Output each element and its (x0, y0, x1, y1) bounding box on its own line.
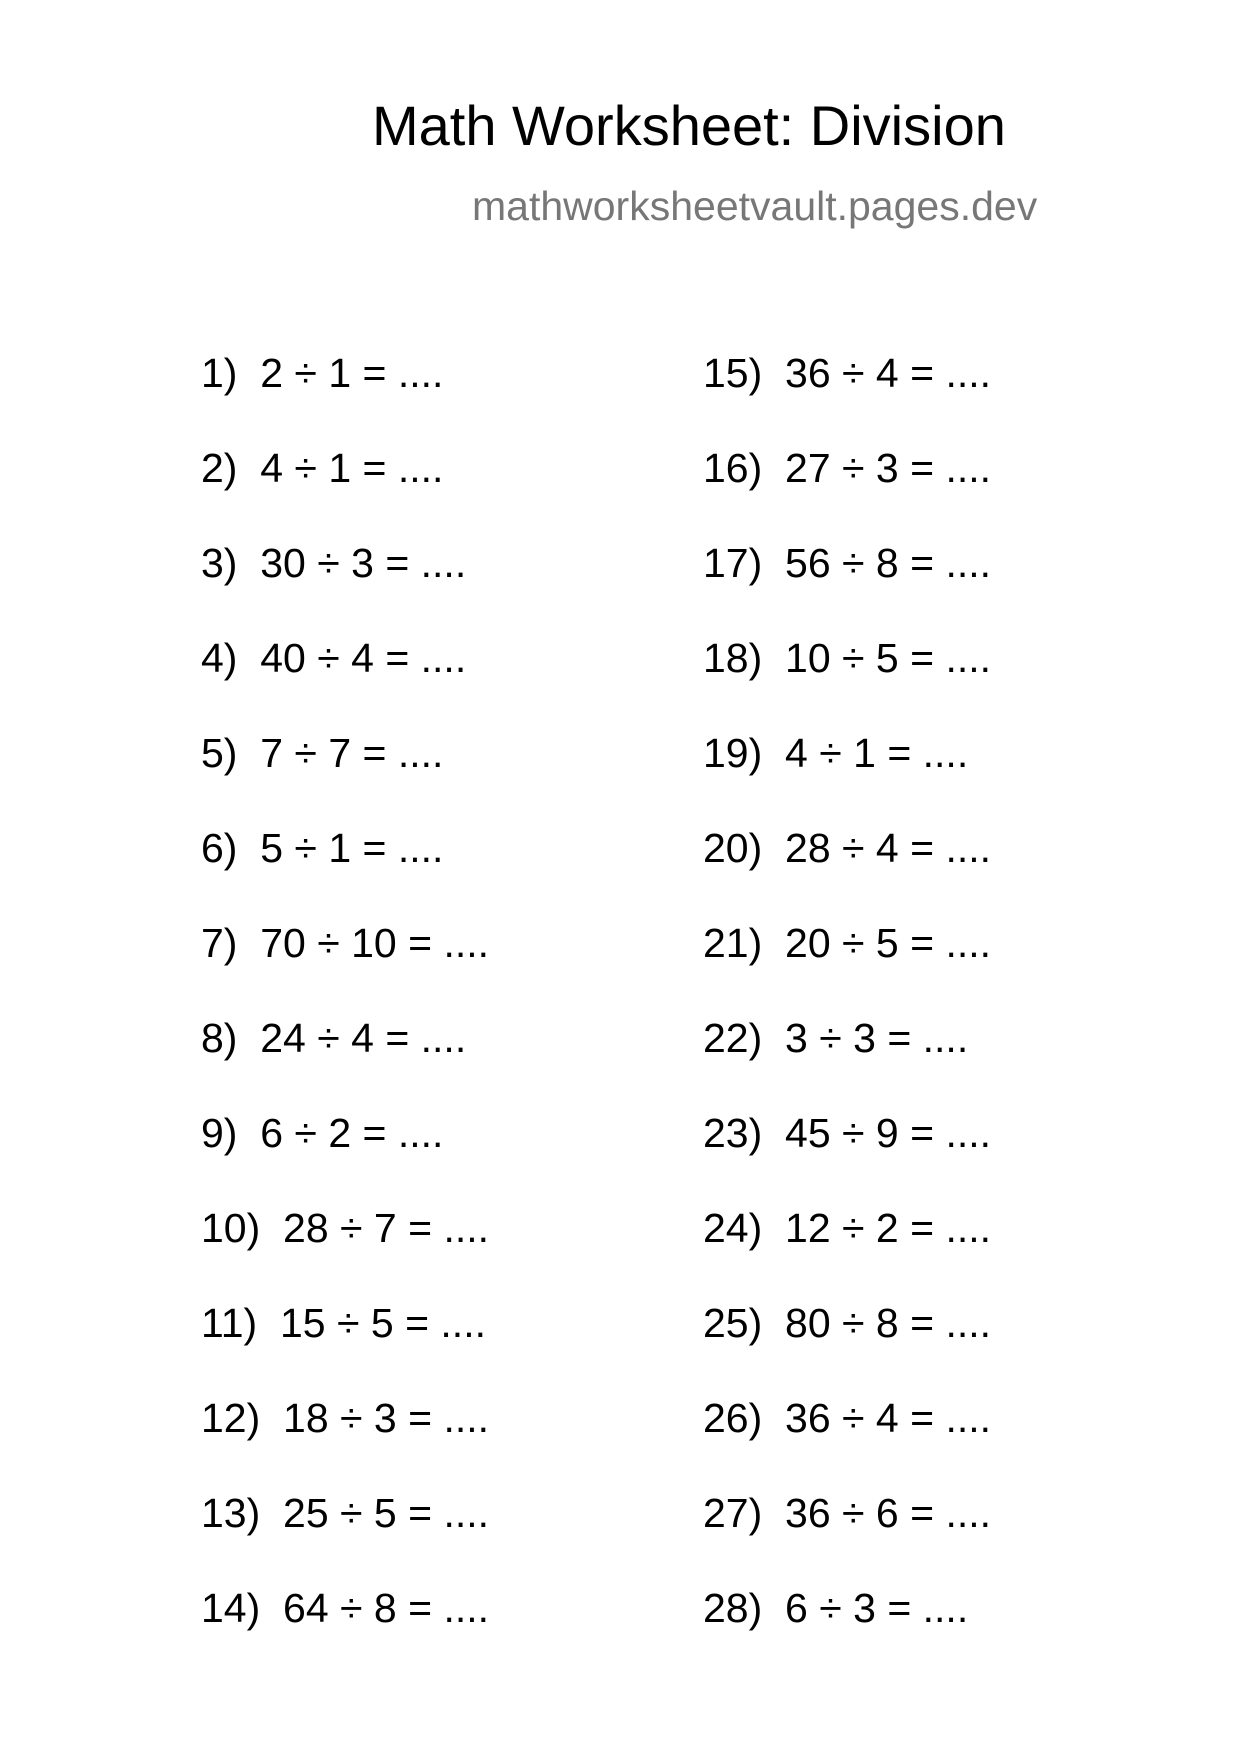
problem-3: 3) 30 ÷ 3 = .... (201, 540, 467, 586)
problem-13: 13) 25 ÷ 5 = .... (201, 1490, 490, 1536)
problem-14: 14) 64 ÷ 8 = .... (201, 1585, 490, 1631)
problems-column-right (703, 350, 992, 1683)
problem-26: 26) 36 ÷ 4 = .... (703, 1395, 992, 1441)
website-url: mathworksheetvault.pages.dev (472, 183, 1038, 229)
problem-27: 27) 36 ÷ 6 = .... (703, 1490, 992, 1536)
problem-12: 12) 18 ÷ 3 = .... (201, 1395, 490, 1441)
problem-5: 5) 7 ÷ 7 = .... (201, 730, 444, 776)
problem-25: 25) 80 ÷ 8 = .... (703, 1300, 992, 1346)
problem-6: 6) 5 ÷ 1 = .... (201, 825, 444, 871)
problem-23: 23) 45 ÷ 9 = .... (703, 1110, 992, 1156)
problem-20: 20) 28 ÷ 4 = .... (703, 825, 992, 871)
problem-22: 22) 3 ÷ 3 = .... (703, 1015, 969, 1061)
problem-24: 24) 12 ÷ 2 = .... (703, 1205, 992, 1251)
problem-16: 16) 27 ÷ 3 = .... (703, 445, 992, 491)
problem-8: 8) 24 ÷ 4 = .... (201, 1015, 467, 1061)
problem-28: 28) 6 ÷ 3 = .... (703, 1585, 969, 1631)
worksheet-title: Math Worksheet: Division (372, 94, 1006, 157)
problem-17: 17) 56 ÷ 8 = .... (703, 540, 992, 586)
problem-15: 15) 36 ÷ 4 = .... (703, 350, 992, 396)
problem-9: 9) 6 ÷ 2 = .... (201, 1110, 444, 1156)
problem-10: 10) 28 ÷ 7 = .... (201, 1205, 490, 1251)
problem-11: 11) 15 ÷ 5 = .... (201, 1300, 486, 1346)
problem-1: 1) 2 ÷ 1 = .... (201, 350, 444, 396)
problem-2: 2) 4 ÷ 1 = .... (201, 445, 444, 491)
problem-4: 4) 40 ÷ 4 = .... (201, 635, 467, 681)
problem-19: 19) 4 ÷ 1 = .... (703, 730, 969, 776)
problem-18: 18) 10 ÷ 5 = .... (703, 635, 992, 681)
problem-21: 21) 20 ÷ 5 = .... (703, 920, 992, 966)
problem-7: 7) 70 ÷ 10 = .... (201, 920, 490, 966)
problems-column-left (201, 350, 490, 1683)
